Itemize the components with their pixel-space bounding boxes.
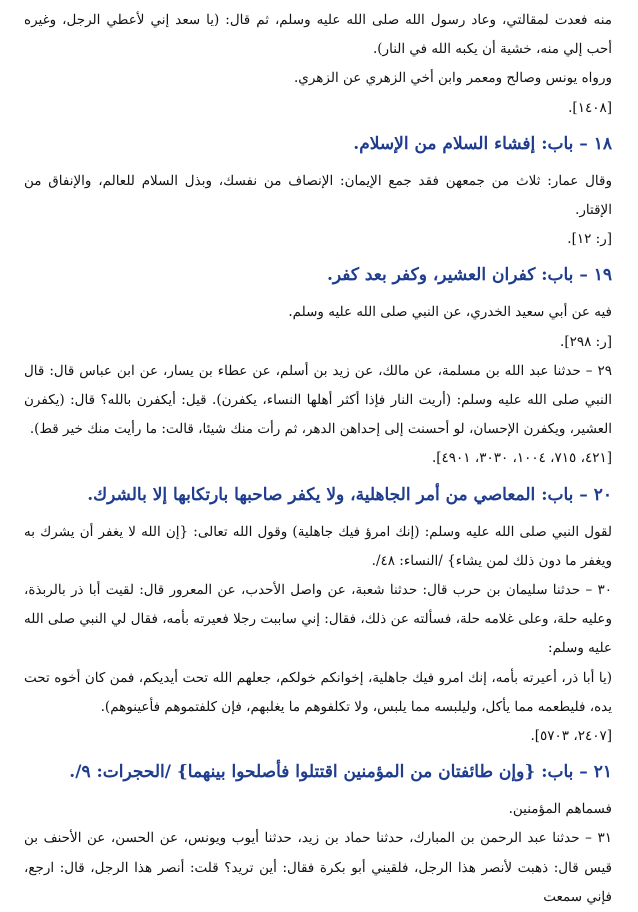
reference: [ر: ١٢]. — [567, 231, 612, 248]
reference: [ر: ٢٩٨]. — [560, 333, 612, 350]
chapter-heading: ١٨ – باب: إفشاء السلام من الإسلام. — [353, 133, 612, 154]
paragraph: منه فعدت لمقالتي، وعاد رسول الله صلى الله عليه وسلم، ثم قال: (يا سعد إني لأعطي الرجل، وغيره أحب إلي منه، خشية أن يكبه الله في النار). — [24, 12, 612, 58]
reference: [٤٢١، ٧١٥، ١٠٠٤، ٣٠٣٠، ٤٩٠١]. — [431, 450, 612, 467]
paragraph: فسماهم المؤمنين. — [508, 801, 612, 818]
reference: [١٤٠٨]. — [568, 99, 612, 116]
paragraph: لقول النبي صلى الله عليه وسلم: (إنك امرؤ فيك جاهلية) وقول الله تعالى: {إن الله لا يغفر أن يشرك به ويغفر ما دون ذلك لمن يشاء} /النساء: ٤٨/. — [24, 523, 612, 569]
chapter-heading: ٢١ – باب: {وإن طائفتان من المؤمنين اقتتلوا فأصلحوا بينهما} /الحجرات: ٩/. — [69, 762, 612, 783]
chapter-heading: ٢٠ – باب: المعاصي من أمر الجاهلية، ولا يكفر صاحبها بارتكابها إلا بالشرك. — [87, 484, 612, 505]
paragraph: فيه عن أبي سعيد الخدري، عن النبي صلى الله عليه وسلم. — [288, 304, 612, 321]
hadith-paragraph: ٢٩ – حدثنا عبد الله بن مسلمة، عن مالك، عن زيد بن أسلم، عن عطاء بن يسار، عن ابن عباس قال: قال النبي صلى الله عليه وسلم: (أريت النار فإذا أكثر أهلها النساء، يكفرن). قيل: أيكفرن بالله؟ قال: (يكفرن العشير، ويكفرن الإحسان، لو أحسنت إلى إحداهن الدهر، ثم رأت منك شيئا، قالت: ما رأيت منك خير قط). — [24, 362, 612, 438]
paragraph: ورواه يونس وصالح ومعمر وابن أخي الزهري عن الزهري. — [293, 70, 612, 87]
paragraph: (يا أبا ذر، أعيرته بأمه، إنك امرو فيك جاهلية، إخوانكم خولكم، جعلهم الله تحت أيديكم، فمن كان أخوه تحت يده، فليطعمه مما يأكل، وليلبسه مما يلبس، ولا تكلفوهم ما يغلبهم، فإن كلفتموهم فأعينوهم). — [24, 669, 612, 715]
hadith-paragraph: ٣٠ – حدثنا سليمان بن حرب قال: حدثنا شعبة، عن واصل الأحدب، عن المعرور قال: لقيت أبا ذر بالربذة، وعليه حلة، وعلى غلامه حلة، فسألته عن ذلك، فقال: إني ساببت رجلا فعيرته بأمه، فقال لي النبي صلى الله عليه وسلم: — [24, 582, 612, 657]
reference: [٢٤٠٧، ٥٧٠٣]. — [530, 728, 612, 745]
hadith-paragraph: ٣١ – حدثنا عبد الرحمن بن المبارك، حدثنا حماد بن زيد، حدثنا أيوب ويونس، عن الحسن، عن الأحنف بن قيس قال: ذهبت لأنصر هذا الرجل، فلقيني أبو بكرة فقال: أين تريد؟ قلت: أنصر هذا الرجل، قال: ارجع، فإني سمعت — [24, 830, 612, 905]
paragraph: وقال عمار: ثلاث من جمعهن فقد جمع الإيمان: الإنصاف من نفسك، وبذل السلام للعالم، والإنفاق من الإقتار. — [24, 172, 612, 219]
chapter-heading: ١٩ – باب: كفران العشير، وكفر بعد كفر. — [326, 265, 612, 286]
